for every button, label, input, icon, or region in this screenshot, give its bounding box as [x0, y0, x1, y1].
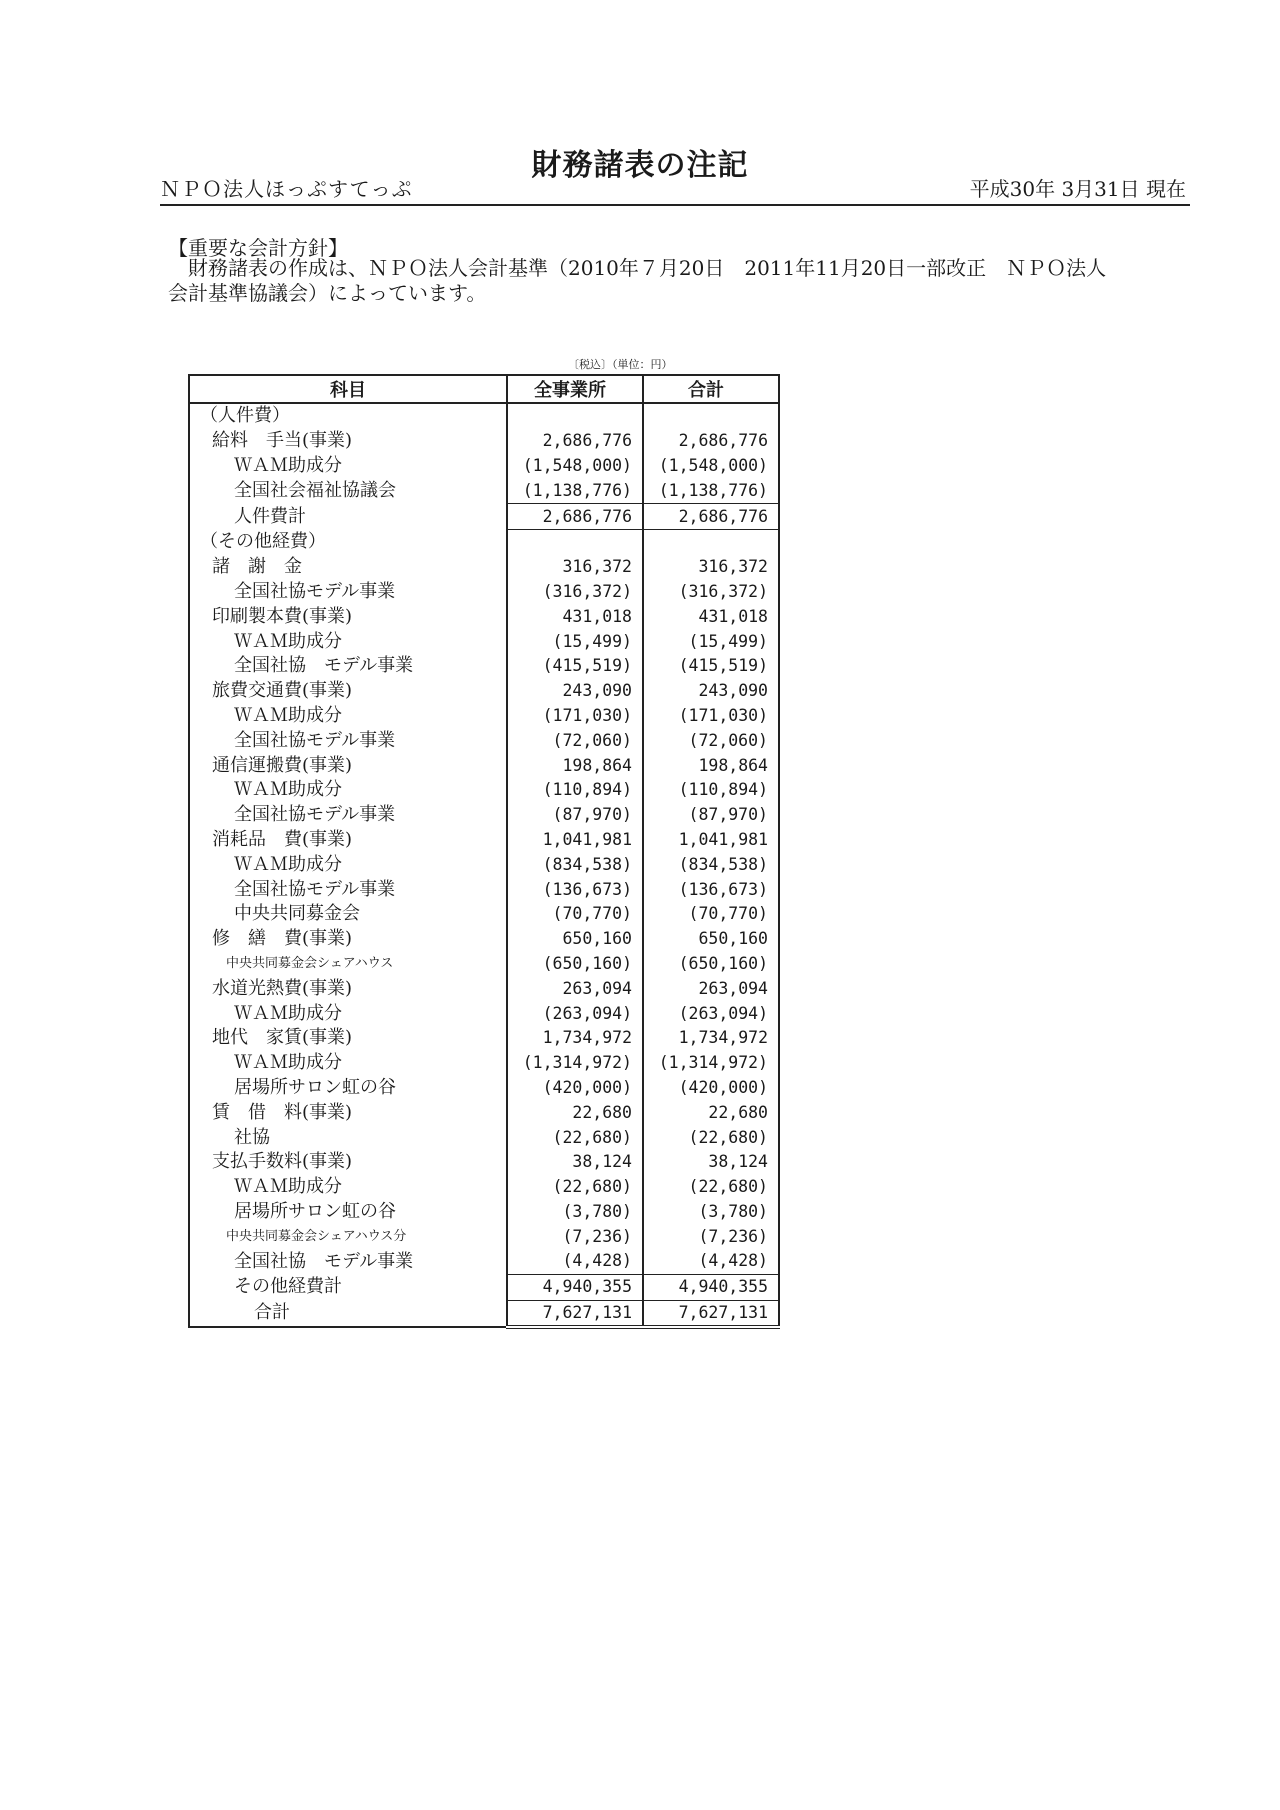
table-row — [189, 403, 779, 429]
row-total-value: (316,372) — [643, 580, 779, 605]
table-row — [189, 1249, 779, 1274]
row-item-label: 居場所サロン虹の谷 — [234, 1200, 396, 1222]
row-item-label: 印刷製本費(事業) — [212, 605, 353, 627]
row-total-value: 1,041,981 — [643, 828, 779, 853]
row-total-value: (650,160) — [643, 952, 779, 977]
table-row — [189, 555, 779, 580]
table-row — [189, 1175, 779, 1200]
row-all-offices-value: (3,780) — [507, 1200, 643, 1225]
row-item-label: 全国社協 モデル事業 — [234, 1250, 414, 1272]
row-total-value: (72,060) — [643, 728, 779, 753]
table-row — [189, 976, 779, 1001]
row-total-value: (3,780) — [643, 1200, 779, 1225]
document-title: 財務諸表の注記 — [531, 148, 749, 183]
table-row — [189, 728, 779, 753]
row-all-offices-value — [507, 403, 643, 429]
row-total-value: 1,734,972 — [643, 1026, 779, 1051]
row-all-offices-value: (22,680) — [507, 1125, 643, 1150]
table-row — [189, 877, 779, 902]
row-total-value: 22,680 — [643, 1100, 779, 1125]
row-all-offices-value: (15,499) — [507, 629, 643, 654]
row-all-offices-value: (70,770) — [507, 902, 643, 927]
row-item-label: 支払手数料(事業) — [212, 1151, 353, 1173]
row-item-label: 旅費交通費(事業) — [212, 680, 353, 702]
organization-name: ＮＰＯ法人ほっぷすてっぷ — [160, 177, 413, 201]
row-item-label: ＷＡＭ助成分 — [234, 1176, 342, 1198]
row-item-label: ＷＡＭ助成分 — [234, 704, 342, 726]
row-all-offices-value: (1,548,000) — [507, 454, 643, 479]
table-row — [189, 679, 779, 704]
row-item-label: 通信運搬費(事業) — [212, 754, 353, 776]
row-total-value: 243,090 — [643, 679, 779, 704]
table-row — [189, 1224, 779, 1249]
row-all-offices-value: 263,094 — [507, 976, 643, 1001]
row-all-offices-value: (72,060) — [507, 728, 643, 753]
row-total-value: (171,030) — [643, 704, 779, 729]
table-row — [189, 902, 779, 927]
header-total: 合計 — [643, 375, 779, 403]
row-item-label: 全国社協 モデル事業 — [234, 655, 414, 677]
row-item-label: 全国社協モデル事業 — [234, 729, 396, 751]
as-of-date: 平成30年 3月31日 現在 — [969, 177, 1186, 201]
row-total-value: (22,680) — [643, 1125, 779, 1150]
row-all-offices-value: (263,094) — [507, 1001, 643, 1026]
row-item-label: 居場所サロン虹の谷 — [234, 1076, 396, 1098]
table-row — [189, 852, 779, 877]
row-item-label: ＷＡＭ助成分 — [234, 1002, 342, 1024]
row-all-offices-value: (420,000) — [507, 1076, 643, 1101]
row-all-offices-value: (7,236) — [507, 1224, 643, 1249]
row-item-label: 社協 — [234, 1126, 270, 1148]
row-all-offices-value: 7,627,131 — [507, 1300, 643, 1327]
row-item-label: 全国社協モデル事業 — [234, 580, 396, 602]
table-row — [189, 803, 779, 828]
row-total-value: (110,894) — [643, 778, 779, 803]
row-all-offices-value: (136,673) — [507, 877, 643, 902]
table-row — [189, 478, 779, 503]
table-row — [189, 778, 779, 803]
row-total-value: (263,094) — [643, 1001, 779, 1026]
expense-table — [188, 374, 780, 1329]
row-all-offices-value: (1,314,972) — [507, 1051, 643, 1076]
table-row — [189, 1100, 779, 1125]
row-all-offices-value: 1,041,981 — [507, 828, 643, 853]
row-all-offices-value: (834,538) — [507, 852, 643, 877]
table-row — [189, 1125, 779, 1150]
row-item-label: 人件費計 — [234, 505, 306, 527]
row-total-value: 38,124 — [643, 1150, 779, 1175]
row-item-label: （人件費） — [200, 405, 290, 427]
table-body — [189, 403, 779, 1327]
row-item-label: 消耗品 費(事業) — [212, 828, 353, 850]
row-total-value: (136,673) — [643, 877, 779, 902]
row-all-offices-value: 2,686,776 — [507, 504, 643, 530]
row-item-label: 水道光熱費(事業) — [212, 977, 353, 999]
row-total-value: (87,970) — [643, 803, 779, 828]
row-all-offices-value: 431,018 — [507, 604, 643, 629]
table-row — [189, 429, 779, 454]
table-row — [189, 1026, 779, 1051]
table-row — [189, 828, 779, 853]
row-item-label: ＷＡＭ助成分 — [234, 454, 342, 476]
row-item-label: 中央共同募金会シェアハウス分 — [226, 1228, 407, 1244]
row-total-value: (7,236) — [643, 1224, 779, 1249]
row-total-value: 316,372 — [643, 555, 779, 580]
table-row — [189, 704, 779, 729]
row-item-label: ＷＡＭ助成分 — [234, 630, 342, 652]
table-row — [189, 529, 779, 554]
section-heading: 【重要な会計方針】 — [168, 236, 348, 260]
row-total-value: 263,094 — [643, 976, 779, 1001]
row-total-value: (15,499) — [643, 629, 779, 654]
row-all-offices-value: (650,160) — [507, 952, 643, 977]
row-total-value: (70,770) — [643, 902, 779, 927]
row-total-value: (415,519) — [643, 654, 779, 679]
row-all-offices-value: (4,428) — [507, 1249, 643, 1274]
row-total-value: (420,000) — [643, 1076, 779, 1101]
row-all-offices-value: (1,138,776) — [507, 478, 643, 503]
row-total-value: 650,160 — [643, 927, 779, 952]
policy-line-1: 財務諸表の作成は、ＮＰＯ法人会計基準（2010年７月20日 2011年11月20日一部改正 ＮＰＯ法人 — [188, 256, 1107, 280]
row-all-offices-value: (171,030) — [507, 704, 643, 729]
row-item-label: （その他経費） — [200, 531, 326, 553]
row-all-offices-value: (22,680) — [507, 1175, 643, 1200]
table-row — [189, 1150, 779, 1175]
row-total-value: 198,864 — [643, 753, 779, 778]
row-item-label: 中央共同募金会シェアハウス — [226, 955, 394, 971]
table-row — [189, 580, 779, 605]
table-row — [189, 753, 779, 778]
row-item-label: 諸 謝 金 — [212, 556, 302, 578]
row-item-label: ＷＡＭ助成分 — [234, 853, 342, 875]
table-row — [189, 504, 779, 530]
row-all-offices-value: 38,124 — [507, 1150, 643, 1175]
row-all-offices-value: (87,970) — [507, 803, 643, 828]
row-total-value — [643, 529, 779, 554]
row-all-offices-value: (316,372) — [507, 580, 643, 605]
table-row — [189, 1001, 779, 1026]
row-item-label: その他経費計 — [234, 1276, 342, 1298]
table-header-row — [189, 375, 779, 403]
accounting-policy-text — [168, 256, 1178, 306]
row-item-label: 合計 — [254, 1302, 290, 1324]
row-total-value: 4,940,355 — [643, 1274, 779, 1300]
row-total-value: 7,627,131 — [643, 1300, 779, 1327]
document-header — [160, 176, 1190, 206]
table-row — [189, 1300, 779, 1327]
row-item-label: 中央共同募金会 — [234, 903, 360, 925]
row-item-label: 地代 家賃(事業) — [212, 1027, 353, 1049]
table-row — [189, 1200, 779, 1225]
row-total-value: (1,314,972) — [643, 1051, 779, 1076]
unit-note: 〔税込〕（単位：円） — [568, 358, 673, 371]
row-total-value: (4,428) — [643, 1249, 779, 1274]
table-row — [189, 1274, 779, 1300]
row-item-label: 賃 借 料(事業) — [212, 1101, 353, 1123]
row-all-offices-value: (110,894) — [507, 778, 643, 803]
policy-line-2: 会計基準協議会）によっています。 — [168, 281, 487, 305]
table-row — [189, 1051, 779, 1076]
row-total-value: (1,548,000) — [643, 454, 779, 479]
row-all-offices-value: (415,519) — [507, 654, 643, 679]
row-total-value: 2,686,776 — [643, 504, 779, 530]
row-total-value: (1,138,776) — [643, 478, 779, 503]
row-all-offices-value — [507, 529, 643, 554]
table-row — [189, 629, 779, 654]
row-all-offices-value: 650,160 — [507, 927, 643, 952]
row-all-offices-value: 22,680 — [507, 1100, 643, 1125]
row-item-label: 全国社協モデル事業 — [234, 804, 396, 826]
header-all-offices: 全事業所 — [507, 375, 643, 403]
table-row — [189, 1076, 779, 1101]
row-total-value: 2,686,776 — [643, 429, 779, 454]
row-total-value: 431,018 — [643, 604, 779, 629]
table-row — [189, 454, 779, 479]
table-row — [189, 654, 779, 679]
table-row — [189, 927, 779, 952]
row-item-label: 全国社会福祉協議会 — [234, 480, 396, 502]
row-item-label: ＷＡＭ助成分 — [234, 1052, 342, 1074]
row-all-offices-value: 316,372 — [507, 555, 643, 580]
row-item-label: 修 繕 費(事業) — [212, 928, 353, 950]
row-item-label: 全国社協モデル事業 — [234, 878, 396, 900]
row-all-offices-value: 4,940,355 — [507, 1274, 643, 1300]
row-all-offices-value: 198,864 — [507, 753, 643, 778]
table-row — [189, 604, 779, 629]
header-item: 科目 — [189, 375, 507, 403]
row-item-label: ＷＡＭ助成分 — [234, 779, 342, 801]
table-row — [189, 952, 779, 977]
row-total-value — [643, 403, 779, 429]
row-total-value: (22,680) — [643, 1175, 779, 1200]
row-all-offices-value: 1,734,972 — [507, 1026, 643, 1051]
row-total-value: (834,538) — [643, 852, 779, 877]
row-all-offices-value: 2,686,776 — [507, 429, 643, 454]
row-item-label: 給料 手当(事業) — [212, 430, 353, 452]
row-all-offices-value: 243,090 — [507, 679, 643, 704]
